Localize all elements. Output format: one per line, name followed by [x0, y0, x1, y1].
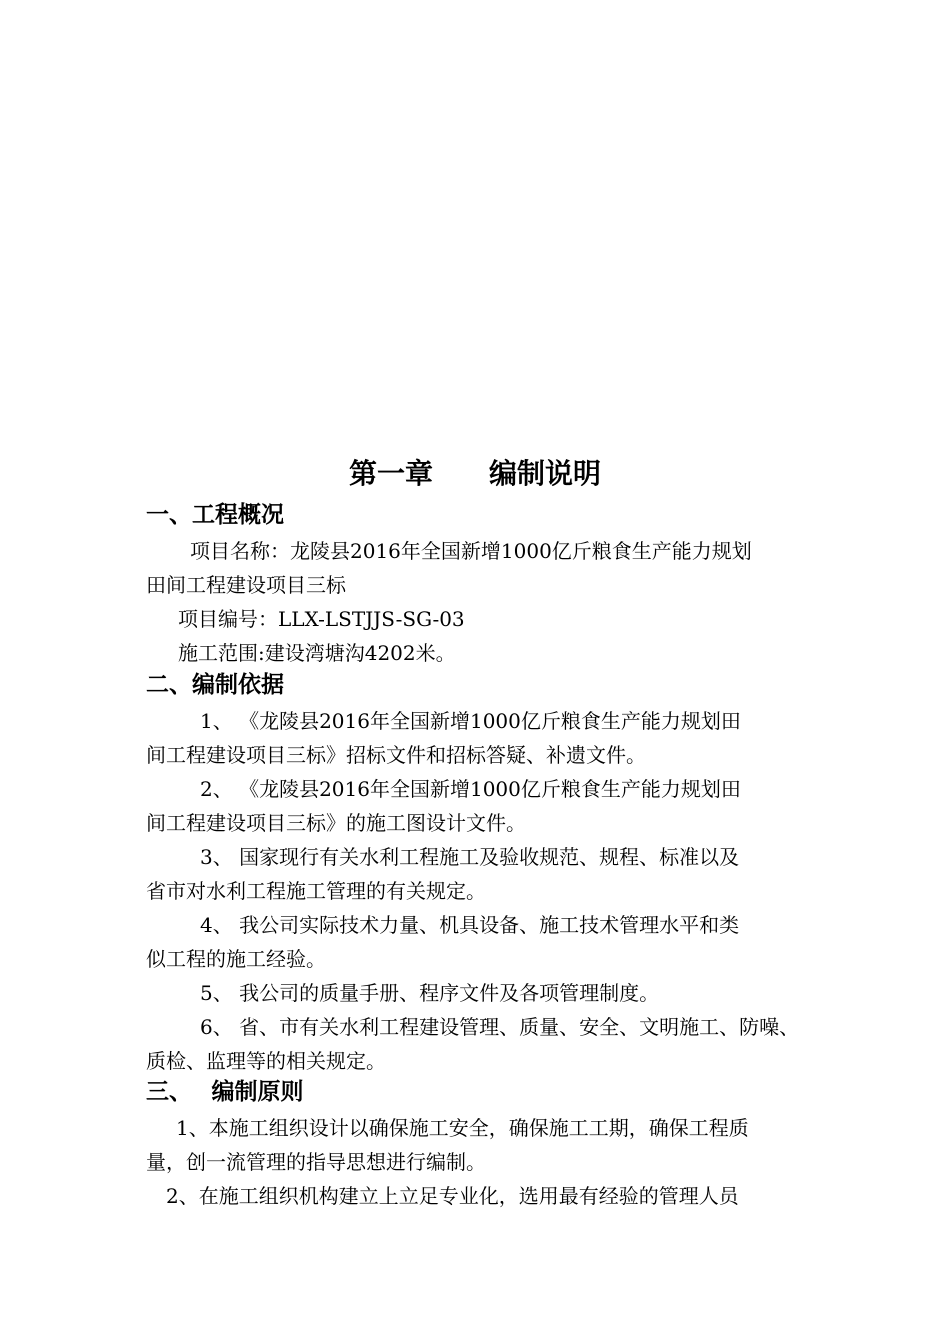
basis-item-1-line-2: 间工程建设项目三标》招标文件和招标答疑、补遗文件。	[146, 743, 646, 767]
basis-item-2-line-2: 间工程建设项目三标》的施工图设计文件。	[146, 811, 526, 835]
principle-item-1-line-1: 1、本施工组织设计以确保施工安全，确保施工工期，确保工程质	[176, 1116, 749, 1140]
project-number-line: 项目编号：LLX-LSTJJS-SG-03	[178, 607, 465, 631]
project-name-line-1: 项目名称：龙陵县2016年全国新增1000亿斤粮食生产能力规划	[190, 539, 752, 563]
basis-item-3-line-2: 省市对水利工程施工管理的有关规定。	[146, 879, 486, 903]
construction-scope-line: 施工范围:建设湾塘沟4202米。	[178, 641, 456, 665]
project-name-line-2: 田间工程建设项目三标	[146, 573, 346, 597]
basis-item-4-line-2: 似工程的施工经验。	[146, 947, 326, 971]
basis-item-1-line-1: 1、 《龙陵县2016年全国新增1000亿斤粮食生产能力规划田	[200, 709, 741, 733]
basis-item-3-line-1: 3、 国家现行有关水利工程施工及验收规范、规程、标准以及	[200, 845, 740, 869]
basis-item-6-line-2: 质检、监理等的相关规定。	[146, 1049, 386, 1073]
chapter-title: 第一章 编制说明	[348, 457, 601, 490]
basis-item-2-line-1: 2、 《龙陵县2016年全国新增1000亿斤粮食生产能力规划田	[200, 777, 741, 801]
section-heading-overview: 一、工程概况	[146, 502, 284, 528]
principle-item-2-line-1: 2、在施工组织机构建立上立足专业化，选用最有经验的管理人员	[166, 1184, 739, 1208]
basis-item-6-line-1: 6、 省、市有关水利工程建设管理、质量、安全、文明施工、防噪、	[200, 1015, 800, 1039]
section-heading-principles: 三、 编制原则	[146, 1079, 304, 1105]
section-heading-basis: 二、编制依据	[146, 672, 284, 698]
principle-item-1-line-2: 量，创一流管理的指导思想进行编制。	[146, 1150, 486, 1174]
basis-item-4-line-1: 4、 我公司实际技术力量、机具设备、施工技术管理水平和类	[200, 913, 740, 937]
basis-item-5-line-1: 5、 我公司的质量手册、程序文件及各项管理制度。	[200, 981, 660, 1005]
